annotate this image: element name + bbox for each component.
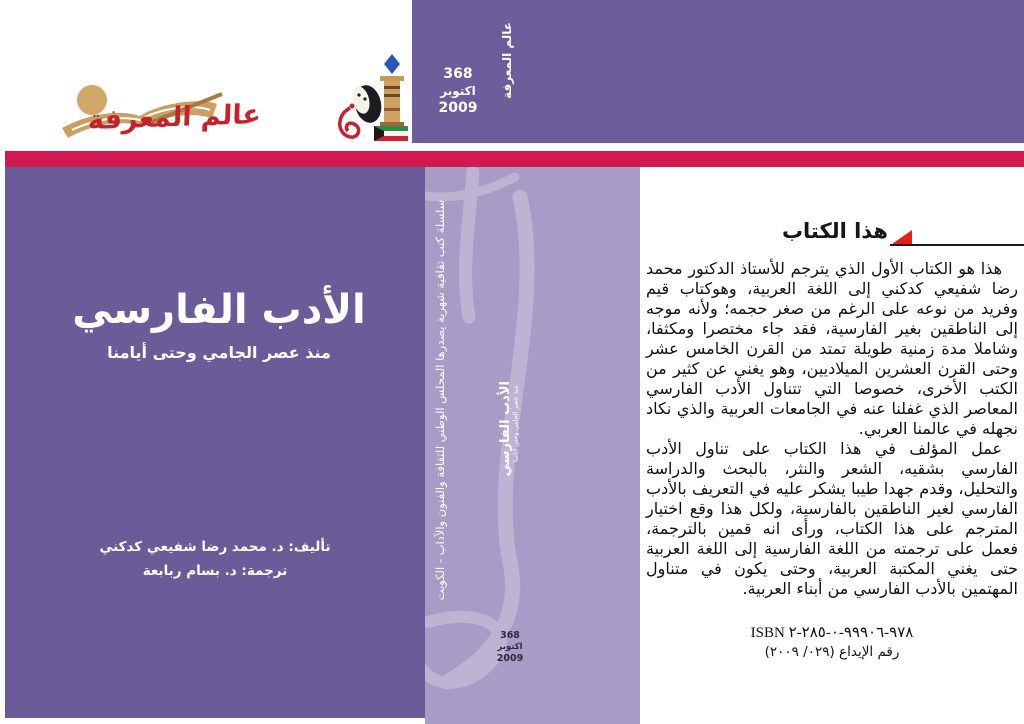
spine-subtitle-vertical: منذ عصر الجامي وحتى أيامنا xyxy=(511,385,520,463)
series-title-vertical: عالم المعرفة xyxy=(500,22,514,99)
spine-issue-year: 2009 xyxy=(496,653,524,664)
spine-issue-month: اكتوبر xyxy=(497,641,523,652)
header-rule xyxy=(890,244,1024,246)
cover-author: تأليف: د. محمد رضا شفيعي كدكني xyxy=(99,539,331,555)
top-stripe xyxy=(5,151,1024,167)
deposit-line: رقم الإيداع (٠٢٩/ ٢٠٠٩) xyxy=(764,644,900,660)
isbn-value: ٩٧٨-٩٩٩٠٦-٠-٢٨٥-٢ xyxy=(788,625,914,641)
issue-year: 2009 xyxy=(438,100,478,116)
spine-title-vertical: الأدب الفارسي xyxy=(498,381,513,477)
back-cover xyxy=(640,167,1024,724)
spine-issue-number: 368 xyxy=(500,630,520,641)
issue-number: 368 xyxy=(443,66,473,82)
isbn-line xyxy=(646,623,1018,642)
issue-box xyxy=(412,0,1024,143)
isbn-block xyxy=(646,623,1018,660)
back-body-text xyxy=(646,259,1018,599)
alam-almarifa-logo xyxy=(52,72,274,152)
issue-stack xyxy=(427,66,489,117)
nccal-kuwait-emblem-icon xyxy=(330,50,414,148)
front-cover xyxy=(5,167,425,718)
cover-subtitle: منذ عصر الجامي وحتى أيامنا xyxy=(107,343,331,362)
red-triangle-icon xyxy=(892,230,912,244)
spine-issue-stack xyxy=(480,630,540,665)
logo-wordmark: عالم المعرفة xyxy=(87,98,262,137)
back-paragraph-1: هذا هو الكتاب الأول الذي يترجم للأستاذ الدكتور محمد رضا شفيعي كدكني إلى اللغة العربية، وهوكتاب قيم وفريد من نوعه على الرغم من صغر حجمه؛ ولأنه موجه إلى الناطقين بغير الفارسية، فقد جاء مختصرا ومكثفا، وشاملا مدة زمنية طويلة تمتد من القرن الخامس عشر وحتى القرن العشرين الميلاديين، وهو يغني عن كثير من الكتب الأخرى، خصوصا التي تتناول الأدب الفارسي المعاصر الذي غفلنا عنه في الجامعات العربية والذي نكاد نجهله في عالمنا العربي. xyxy=(646,259,1018,438)
issue-month: اكتوبر xyxy=(440,84,476,98)
back-paragraph-2: عمل المؤلف في هذا الكتاب على تناول الأدب الفارسي بشقيه، الشعر والنثر، بالبحث والدراسة والتحليل، وقدم جهدا طيبا يشكر عليه في التعريف بالأدب الفارسي لغير الناطقين بالفارسية، ولكل هذا وقع اختيار المترجم على هذا الكتاب، ورأى انه قمين بالترجمة، فعمل على ترجمته من اللغة الفارسية إلى اللغة العربية حتى يغني المكتبة العربية، وحتى يكون في متناول المهتمين بالأدب الفارسي من أبناء العربية. xyxy=(646,439,1018,598)
cover-title: الأدب الفارسي xyxy=(72,287,366,333)
isbn-label: ISBN xyxy=(750,625,785,641)
back-header-title: هذا الكتاب xyxy=(781,219,888,243)
spine xyxy=(425,167,640,724)
spine-series-line: سلسلة كتب ثقافية شهرية يصدرها المجلس الوطني للثقافة والفنون والآداب - الكويت xyxy=(433,199,447,601)
cover-translator: ترجمة: د. بسام ربابعة xyxy=(142,563,288,579)
